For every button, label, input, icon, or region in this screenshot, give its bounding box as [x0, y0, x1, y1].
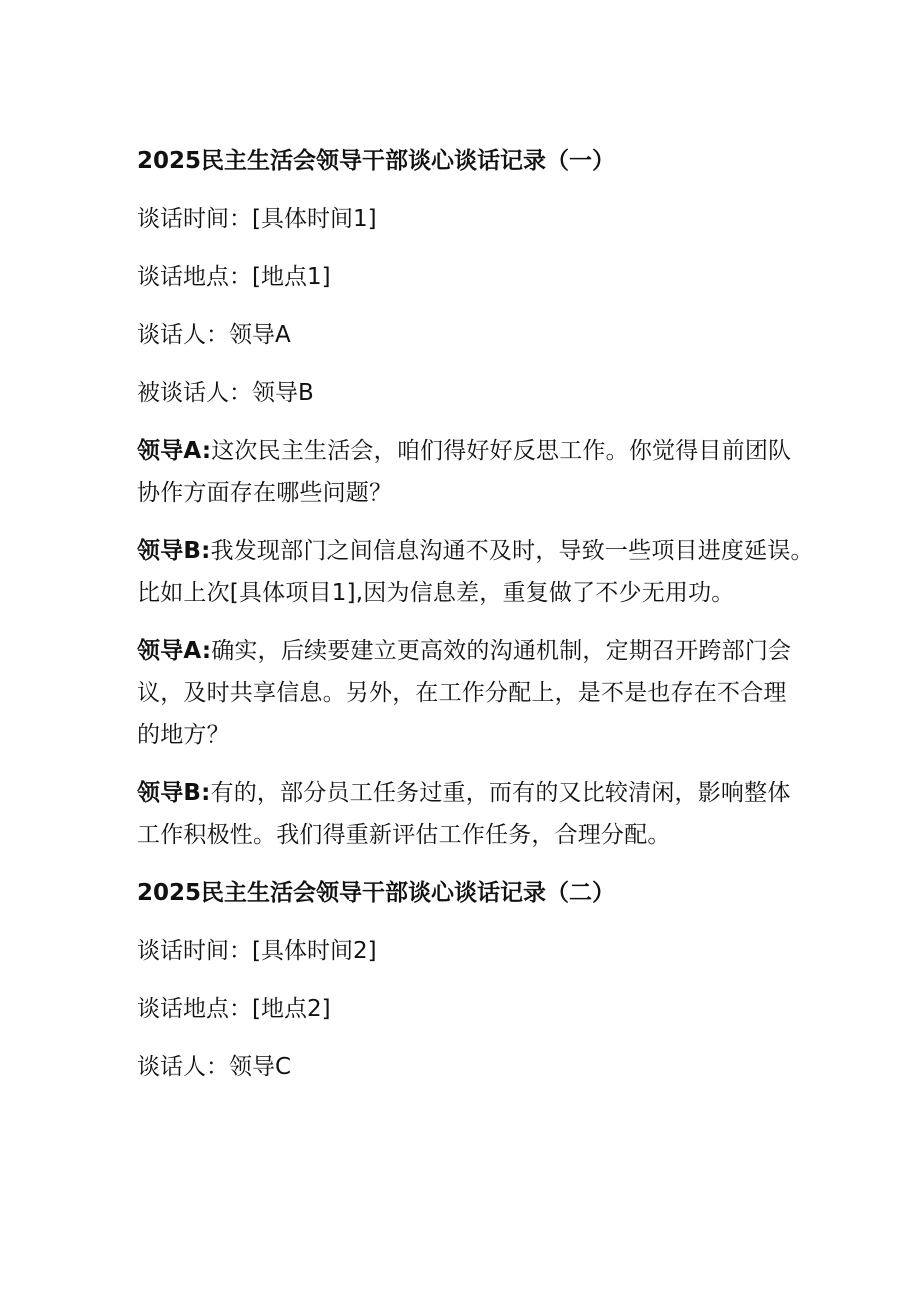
speaker-label: 谈话人：: [137, 322, 229, 348]
record2-time: [137, 930, 797, 972]
speaker-value: 领导A: [229, 322, 291, 348]
dialogue-paragraph: [137, 530, 814, 614]
place-label: 谈话地点：: [137, 996, 252, 1022]
record1-speaker: [137, 314, 797, 356]
record2-speaker: [137, 1046, 797, 1088]
record1-time: [137, 198, 797, 240]
speaker-value: 领导C: [229, 1054, 292, 1080]
dialogue-speaker: 领导A:: [137, 438, 212, 464]
dialogue-line: 的地方？: [137, 722, 230, 748]
time-label: 谈话时间：: [137, 938, 252, 964]
dialogue-paragraph: [137, 430, 797, 514]
listener-label: 被谈话人：: [137, 380, 252, 406]
dialogue-speaker: 领导B:: [137, 538, 211, 564]
place-value: [地点1]: [252, 264, 331, 290]
dialogue-speaker: 领导B:: [137, 780, 211, 806]
dialogue-line: 确实，后续要建立更高效的沟通机制，定期召开跨部门会: [211, 638, 792, 664]
listener-value: 领导B: [252, 380, 314, 406]
record1-listener: [137, 372, 797, 414]
dialogue-line: 比如上次[具体项目1],因为信息差，重复做了不少无用功。: [137, 580, 735, 606]
place-label: 谈话地点：: [137, 264, 252, 290]
dialogue-line: 议，及时共享信息。另外，在工作分配上，是不是也存在不合理: [137, 680, 787, 706]
dialogue-line: 这次民主生活会，咱们得好好反思工作。你觉得目前团队: [211, 438, 792, 464]
record1-title: 2025民主生活会领导干部谈心谈话记录（一）: [137, 148, 616, 174]
time-value: [具体时间1]: [252, 206, 377, 232]
dialogue-paragraph: [137, 772, 797, 856]
dialogue-line: 我发现部门之间信息沟通不及时，导致一些项目进度延误。: [210, 538, 814, 564]
record1-place: [137, 256, 797, 298]
time-value: [具体时间2]: [252, 938, 377, 964]
dialogue-paragraph: [137, 630, 797, 756]
record2-title: 2025民主生活会领导干部谈心谈话记录（二）: [137, 880, 616, 906]
dialogue-speaker: 领导A:: [137, 638, 212, 664]
dialogue-line: 工作积极性。我们得重新评估工作任务，合理分配。: [137, 822, 671, 848]
time-label: 谈话时间：: [137, 206, 252, 232]
place-value: [地点2]: [252, 996, 331, 1022]
dialogue-line: 有的，部分员工任务过重，而有的又比较清闲，影响整体: [210, 780, 791, 806]
document-page: [137, 140, 814, 1088]
record2-place: [137, 988, 797, 1030]
dialogue-line: 协作方面存在哪些问题？: [137, 480, 393, 506]
speaker-label: 谈话人：: [137, 1054, 229, 1080]
